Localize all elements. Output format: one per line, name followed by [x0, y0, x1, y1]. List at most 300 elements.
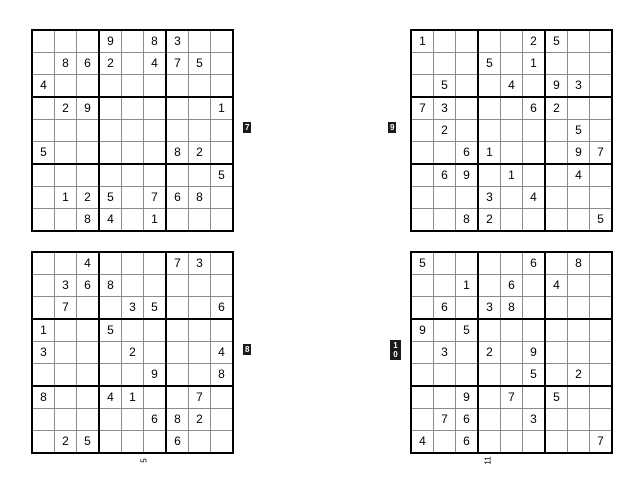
sudoku-cell[interactable]: [411, 164, 434, 187]
sudoku-cell[interactable]: [32, 409, 55, 431]
sudoku-cell[interactable]: [55, 252, 77, 275]
sudoku-cell[interactable]: [568, 431, 590, 454]
sudoku-cell[interactable]: [77, 319, 100, 342]
sudoku-cell[interactable]: [166, 342, 189, 364]
sudoku-cell[interactable]: [434, 364, 456, 387]
sudoku-cell[interactable]: [523, 209, 546, 232]
sudoku-cell[interactable]: 7: [189, 386, 211, 409]
sudoku-cell[interactable]: [166, 297, 189, 320]
sudoku-cell[interactable]: [77, 164, 100, 187]
sudoku-cell[interactable]: [501, 187, 523, 209]
sudoku-cell[interactable]: [32, 431, 55, 454]
sudoku-cell[interactable]: [211, 209, 234, 232]
sudoku-cell[interactable]: [545, 252, 568, 275]
sudoku-cell[interactable]: 4: [99, 386, 122, 409]
sudoku-cell[interactable]: 5: [189, 53, 211, 75]
sudoku-cell[interactable]: [590, 342, 613, 364]
sudoku-cell[interactable]: 2: [99, 53, 122, 75]
sudoku-cell[interactable]: [32, 187, 55, 209]
sudoku-cell[interactable]: 8: [456, 209, 479, 232]
sudoku-cell[interactable]: [434, 30, 456, 53]
sudoku-cell[interactable]: 7: [590, 431, 613, 454]
sudoku-cell[interactable]: [478, 164, 501, 187]
sudoku-cell[interactable]: [122, 75, 144, 98]
sudoku-cell[interactable]: [590, 97, 613, 120]
sudoku-cell[interactable]: [545, 319, 568, 342]
sudoku-cell[interactable]: [478, 431, 501, 454]
sudoku-cell[interactable]: [211, 53, 234, 75]
sudoku-cell[interactable]: [122, 252, 144, 275]
sudoku-cell[interactable]: [411, 53, 434, 75]
sudoku-cell[interactable]: 9: [523, 342, 546, 364]
sudoku-cell[interactable]: 3: [478, 187, 501, 209]
sudoku-cell[interactable]: [122, 409, 144, 431]
sudoku-cell[interactable]: [189, 364, 211, 387]
sudoku-cell[interactable]: [77, 364, 100, 387]
sudoku-cell[interactable]: [166, 75, 189, 98]
sudoku-cell[interactable]: 2: [568, 364, 590, 387]
sudoku-cell[interactable]: [211, 187, 234, 209]
sudoku-cell[interactable]: 6: [523, 97, 546, 120]
sudoku-cell[interactable]: 3: [32, 342, 55, 364]
sudoku-cell[interactable]: [189, 209, 211, 232]
sudoku-cell[interactable]: [545, 342, 568, 364]
sudoku-cell[interactable]: 8: [189, 187, 211, 209]
sudoku-cell[interactable]: 2: [122, 342, 144, 364]
sudoku-cell[interactable]: [55, 409, 77, 431]
sudoku-cell[interactable]: [77, 142, 100, 165]
sudoku-cell[interactable]: [411, 409, 434, 431]
sudoku-cell[interactable]: [478, 319, 501, 342]
sudoku-cell[interactable]: [99, 75, 122, 98]
sudoku-cell[interactable]: [55, 30, 77, 53]
sudoku-cell[interactable]: [545, 409, 568, 431]
sudoku-cell[interactable]: [122, 164, 144, 187]
sudoku-cell[interactable]: [568, 209, 590, 232]
sudoku-cell[interactable]: [590, 252, 613, 275]
sudoku-cell[interactable]: [99, 364, 122, 387]
sudoku-cell[interactable]: 9: [456, 386, 479, 409]
sudoku-cell[interactable]: [523, 297, 546, 320]
sudoku-cell[interactable]: [590, 364, 613, 387]
sudoku-cell[interactable]: [32, 297, 55, 320]
sudoku-cell[interactable]: [77, 120, 100, 142]
sudoku-cell[interactable]: [501, 120, 523, 142]
sudoku-cell[interactable]: [77, 409, 100, 431]
sudoku-cell[interactable]: [434, 252, 456, 275]
sudoku-cell[interactable]: 2: [434, 120, 456, 142]
sudoku-cell[interactable]: [501, 97, 523, 120]
sudoku-cell[interactable]: [501, 342, 523, 364]
sudoku-cell[interactable]: [166, 386, 189, 409]
sudoku-cell[interactable]: [77, 342, 100, 364]
sudoku-cell[interactable]: [211, 142, 234, 165]
sudoku-cell[interactable]: 3: [568, 75, 590, 98]
sudoku-cell[interactable]: [434, 319, 456, 342]
sudoku-cell[interactable]: [189, 431, 211, 454]
sudoku-cell[interactable]: 7: [434, 409, 456, 431]
sudoku-cell[interactable]: 8: [32, 386, 55, 409]
sudoku-cell[interactable]: [77, 386, 100, 409]
sudoku-cell[interactable]: [501, 30, 523, 53]
sudoku-cell[interactable]: 6: [166, 431, 189, 454]
sudoku-cell[interactable]: [32, 120, 55, 142]
sudoku-cell[interactable]: [411, 386, 434, 409]
sudoku-cell[interactable]: 1: [122, 386, 144, 409]
sudoku-cell[interactable]: [166, 209, 189, 232]
sudoku-cell[interactable]: 4: [32, 75, 55, 98]
sudoku-cell[interactable]: 2: [189, 409, 211, 431]
sudoku-cell[interactable]: [568, 297, 590, 320]
sudoku-cell[interactable]: 5: [99, 187, 122, 209]
sudoku-cell[interactable]: [523, 75, 546, 98]
sudoku-cell[interactable]: [99, 297, 122, 320]
sudoku-cell[interactable]: [166, 275, 189, 297]
sudoku-cell[interactable]: [434, 209, 456, 232]
sudoku-cell[interactable]: [166, 164, 189, 187]
sudoku-cell[interactable]: 7: [166, 252, 189, 275]
sudoku-cell[interactable]: [590, 75, 613, 98]
sudoku-cell[interactable]: [99, 164, 122, 187]
sudoku-cell[interactable]: 1: [456, 275, 479, 297]
sudoku-cell[interactable]: 1: [55, 187, 77, 209]
sudoku-cell[interactable]: 3: [55, 275, 77, 297]
sudoku-cell[interactable]: [189, 164, 211, 187]
sudoku-cell[interactable]: [55, 75, 77, 98]
sudoku-cell[interactable]: [568, 30, 590, 53]
sudoku-cell[interactable]: 9: [144, 364, 167, 387]
sudoku-cell[interactable]: [32, 364, 55, 387]
sudoku-cell[interactable]: 5: [434, 75, 456, 98]
sudoku-cell[interactable]: [411, 364, 434, 387]
sudoku-cell[interactable]: [32, 53, 55, 75]
sudoku-cell[interactable]: [122, 97, 144, 120]
sudoku-cell[interactable]: 6: [166, 187, 189, 209]
sudoku-cell[interactable]: [434, 275, 456, 297]
sudoku-cell[interactable]: 8: [568, 252, 590, 275]
sudoku-cell[interactable]: [166, 120, 189, 142]
sudoku-cell[interactable]: [411, 142, 434, 165]
sudoku-cell[interactable]: [590, 53, 613, 75]
sudoku-cell[interactable]: [545, 53, 568, 75]
sudoku-cell[interactable]: [478, 386, 501, 409]
sudoku-cell[interactable]: 4: [99, 209, 122, 232]
sudoku-cell[interactable]: [144, 342, 167, 364]
sudoku-cell[interactable]: [122, 53, 144, 75]
sudoku-cell[interactable]: [523, 120, 546, 142]
sudoku-cell[interactable]: [411, 342, 434, 364]
sudoku-cell[interactable]: [122, 142, 144, 165]
sudoku-cell[interactable]: [55, 142, 77, 165]
sudoku-cell[interactable]: [501, 409, 523, 431]
sudoku-cell[interactable]: [545, 431, 568, 454]
sudoku-cell[interactable]: 5: [32, 142, 55, 165]
sudoku-cell[interactable]: [55, 164, 77, 187]
sudoku-cell[interactable]: 9: [568, 142, 590, 165]
sudoku-cell[interactable]: [32, 275, 55, 297]
sudoku-grid[interactable]: [31, 29, 234, 232]
sudoku-cell[interactable]: 2: [545, 97, 568, 120]
sudoku-cell[interactable]: 1: [32, 319, 55, 342]
sudoku-cell[interactable]: [568, 53, 590, 75]
sudoku-cell[interactable]: [122, 431, 144, 454]
sudoku-cell[interactable]: [590, 187, 613, 209]
sudoku-cell[interactable]: 8: [211, 364, 234, 387]
sudoku-cell[interactable]: 3: [166, 30, 189, 53]
sudoku-cell[interactable]: [568, 319, 590, 342]
sudoku-grid[interactable]: [31, 251, 234, 454]
sudoku-cell[interactable]: [411, 275, 434, 297]
sudoku-cell[interactable]: [456, 187, 479, 209]
sudoku-cell[interactable]: [478, 409, 501, 431]
sudoku-cell[interactable]: 6: [434, 297, 456, 320]
sudoku-cell[interactable]: [55, 120, 77, 142]
sudoku-cell[interactable]: [144, 319, 167, 342]
sudoku-cell[interactable]: [122, 30, 144, 53]
sudoku-grid[interactable]: [410, 251, 613, 454]
sudoku-cell[interactable]: [456, 75, 479, 98]
sudoku-cell[interactable]: [99, 142, 122, 165]
sudoku-cell[interactable]: 1: [478, 142, 501, 165]
sudoku-cell[interactable]: [568, 97, 590, 120]
sudoku-cell[interactable]: [590, 409, 613, 431]
sudoku-cell[interactable]: [144, 97, 167, 120]
sudoku-cell[interactable]: [99, 120, 122, 142]
sudoku-cell[interactable]: [99, 342, 122, 364]
sudoku-cell[interactable]: 3: [434, 342, 456, 364]
sudoku-cell[interactable]: [590, 120, 613, 142]
sudoku-cell[interactable]: 4: [411, 431, 434, 454]
sudoku-cell[interactable]: [501, 142, 523, 165]
sudoku-cell[interactable]: 5: [545, 386, 568, 409]
sudoku-cell[interactable]: [545, 120, 568, 142]
sudoku-cell[interactable]: [545, 209, 568, 232]
sudoku-cell[interactable]: [456, 342, 479, 364]
sudoku-cell[interactable]: [55, 342, 77, 364]
sudoku-cell[interactable]: [122, 319, 144, 342]
sudoku-cell[interactable]: 6: [456, 409, 479, 431]
sudoku-cell[interactable]: [122, 187, 144, 209]
sudoku-cell[interactable]: 5: [77, 431, 100, 454]
sudoku-cell[interactable]: [478, 275, 501, 297]
sudoku-cell[interactable]: [478, 30, 501, 53]
sudoku-cell[interactable]: 4: [144, 53, 167, 75]
sudoku-cell[interactable]: 2: [478, 209, 501, 232]
sudoku-cell[interactable]: [456, 297, 479, 320]
sudoku-cell[interactable]: 9: [411, 319, 434, 342]
sudoku-cell[interactable]: 2: [77, 187, 100, 209]
sudoku-cell[interactable]: [456, 252, 479, 275]
sudoku-cell[interactable]: 6: [211, 297, 234, 320]
sudoku-cell[interactable]: [456, 364, 479, 387]
sudoku-grid[interactable]: [410, 29, 613, 232]
sudoku-cell[interactable]: [166, 97, 189, 120]
sudoku-cell[interactable]: 8: [55, 53, 77, 75]
sudoku-cell[interactable]: [568, 386, 590, 409]
sudoku-cell[interactable]: 9: [545, 75, 568, 98]
sudoku-cell[interactable]: [32, 97, 55, 120]
sudoku-cell[interactable]: 3: [523, 409, 546, 431]
sudoku-cell[interactable]: [144, 75, 167, 98]
sudoku-cell[interactable]: [122, 275, 144, 297]
sudoku-cell[interactable]: [501, 319, 523, 342]
sudoku-cell[interactable]: 2: [189, 142, 211, 165]
sudoku-cell[interactable]: [411, 209, 434, 232]
sudoku-cell[interactable]: 6: [456, 142, 479, 165]
sudoku-cell[interactable]: [568, 275, 590, 297]
sudoku-cell[interactable]: [568, 342, 590, 364]
sudoku-cell[interactable]: 5: [99, 319, 122, 342]
sudoku-cell[interactable]: [590, 30, 613, 53]
sudoku-cell[interactable]: [545, 187, 568, 209]
sudoku-cell[interactable]: 7: [411, 97, 434, 120]
sudoku-cell[interactable]: [55, 319, 77, 342]
sudoku-cell[interactable]: [77, 297, 100, 320]
sudoku-cell[interactable]: [590, 386, 613, 409]
sudoku-cell[interactable]: 2: [55, 431, 77, 454]
sudoku-cell[interactable]: [122, 364, 144, 387]
sudoku-cell[interactable]: [545, 297, 568, 320]
sudoku-cell[interactable]: 6: [501, 275, 523, 297]
sudoku-cell[interactable]: [456, 30, 479, 53]
sudoku-cell[interactable]: [144, 386, 167, 409]
sudoku-cell[interactable]: [32, 209, 55, 232]
sudoku-cell[interactable]: 2: [523, 30, 546, 53]
sudoku-cell[interactable]: [77, 75, 100, 98]
sudoku-cell[interactable]: [189, 275, 211, 297]
sudoku-cell[interactable]: [99, 97, 122, 120]
sudoku-cell[interactable]: 8: [501, 297, 523, 320]
sudoku-cell[interactable]: [434, 386, 456, 409]
sudoku-cell[interactable]: 9: [77, 97, 100, 120]
sudoku-cell[interactable]: [501, 53, 523, 75]
sudoku-cell[interactable]: [189, 297, 211, 320]
sudoku-cell[interactable]: [189, 120, 211, 142]
sudoku-cell[interactable]: 6: [77, 275, 100, 297]
sudoku-cell[interactable]: 3: [434, 97, 456, 120]
sudoku-cell[interactable]: 5: [144, 297, 167, 320]
sudoku-cell[interactable]: 8: [166, 409, 189, 431]
sudoku-cell[interactable]: 5: [211, 164, 234, 187]
sudoku-cell[interactable]: [434, 53, 456, 75]
sudoku-cell[interactable]: [478, 97, 501, 120]
sudoku-cell[interactable]: [211, 409, 234, 431]
sudoku-cell[interactable]: [478, 252, 501, 275]
sudoku-cell[interactable]: [144, 252, 167, 275]
sudoku-cell[interactable]: 4: [523, 187, 546, 209]
sudoku-cell[interactable]: [211, 252, 234, 275]
sudoku-cell[interactable]: 4: [77, 252, 100, 275]
sudoku-cell[interactable]: [523, 319, 546, 342]
sudoku-cell[interactable]: 5: [545, 30, 568, 53]
sudoku-cell[interactable]: [568, 409, 590, 431]
sudoku-cell[interactable]: [144, 275, 167, 297]
sudoku-cell[interactable]: [545, 142, 568, 165]
sudoku-cell[interactable]: [189, 75, 211, 98]
sudoku-cell[interactable]: [32, 30, 55, 53]
sudoku-cell[interactable]: [523, 164, 546, 187]
sudoku-cell[interactable]: 6: [456, 431, 479, 454]
sudoku-cell[interactable]: [189, 319, 211, 342]
sudoku-cell[interactable]: [478, 364, 501, 387]
sudoku-cell[interactable]: 3: [189, 252, 211, 275]
sudoku-cell[interactable]: 4: [545, 275, 568, 297]
sudoku-cell[interactable]: [590, 164, 613, 187]
sudoku-cell[interactable]: [144, 120, 167, 142]
sudoku-cell[interactable]: 5: [456, 319, 479, 342]
sudoku-cell[interactable]: [568, 187, 590, 209]
sudoku-cell[interactable]: 5: [478, 53, 501, 75]
sudoku-cell[interactable]: 5: [590, 209, 613, 232]
sudoku-cell[interactable]: 3: [478, 297, 501, 320]
sudoku-cell[interactable]: 5: [568, 120, 590, 142]
sudoku-cell[interactable]: [211, 386, 234, 409]
sudoku-cell[interactable]: 3: [122, 297, 144, 320]
sudoku-cell[interactable]: 7: [590, 142, 613, 165]
sudoku-cell[interactable]: 1: [501, 164, 523, 187]
sudoku-cell[interactable]: 6: [434, 164, 456, 187]
sudoku-cell[interactable]: [144, 431, 167, 454]
sudoku-cell[interactable]: [523, 142, 546, 165]
sudoku-cell[interactable]: [122, 120, 144, 142]
sudoku-cell[interactable]: [99, 409, 122, 431]
sudoku-cell[interactable]: 4: [501, 75, 523, 98]
sudoku-cell[interactable]: 7: [55, 297, 77, 320]
sudoku-cell[interactable]: 8: [77, 209, 100, 232]
sudoku-cell[interactable]: 1: [211, 97, 234, 120]
sudoku-cell[interactable]: [77, 30, 100, 53]
sudoku-cell[interactable]: [144, 142, 167, 165]
sudoku-cell[interactable]: [501, 431, 523, 454]
sudoku-cell[interactable]: [434, 187, 456, 209]
sudoku-cell[interactable]: 8: [166, 142, 189, 165]
sudoku-cell[interactable]: [456, 53, 479, 75]
sudoku-cell[interactable]: [411, 297, 434, 320]
sudoku-cell[interactable]: [32, 252, 55, 275]
sudoku-cell[interactable]: 7: [144, 187, 167, 209]
sudoku-cell[interactable]: [523, 275, 546, 297]
sudoku-cell[interactable]: [434, 142, 456, 165]
sudoku-cell[interactable]: [456, 97, 479, 120]
sudoku-cell[interactable]: [501, 364, 523, 387]
sudoku-cell[interactable]: 1: [523, 53, 546, 75]
sudoku-cell[interactable]: 7: [501, 386, 523, 409]
sudoku-cell[interactable]: [166, 364, 189, 387]
sudoku-cell[interactable]: 7: [166, 53, 189, 75]
sudoku-cell[interactable]: 6: [144, 409, 167, 431]
sudoku-cell[interactable]: [523, 386, 546, 409]
sudoku-cell[interactable]: 5: [411, 252, 434, 275]
sudoku-cell[interactable]: [478, 120, 501, 142]
sudoku-cell[interactable]: [411, 75, 434, 98]
sudoku-cell[interactable]: [99, 252, 122, 275]
sudoku-cell[interactable]: [411, 120, 434, 142]
sudoku-cell[interactable]: [144, 164, 167, 187]
sudoku-cell[interactable]: [478, 75, 501, 98]
sudoku-cell[interactable]: [590, 297, 613, 320]
sudoku-cell[interactable]: [590, 275, 613, 297]
sudoku-cell[interactable]: [99, 431, 122, 454]
sudoku-cell[interactable]: [55, 209, 77, 232]
sudoku-cell[interactable]: 9: [456, 164, 479, 187]
sudoku-cell[interactable]: [211, 30, 234, 53]
sudoku-cell[interactable]: [523, 431, 546, 454]
sudoku-cell[interactable]: [166, 319, 189, 342]
sudoku-cell[interactable]: 8: [144, 30, 167, 53]
sudoku-cell[interactable]: 2: [478, 342, 501, 364]
sudoku-cell[interactable]: 5: [523, 364, 546, 387]
sudoku-cell[interactable]: 6: [523, 252, 546, 275]
